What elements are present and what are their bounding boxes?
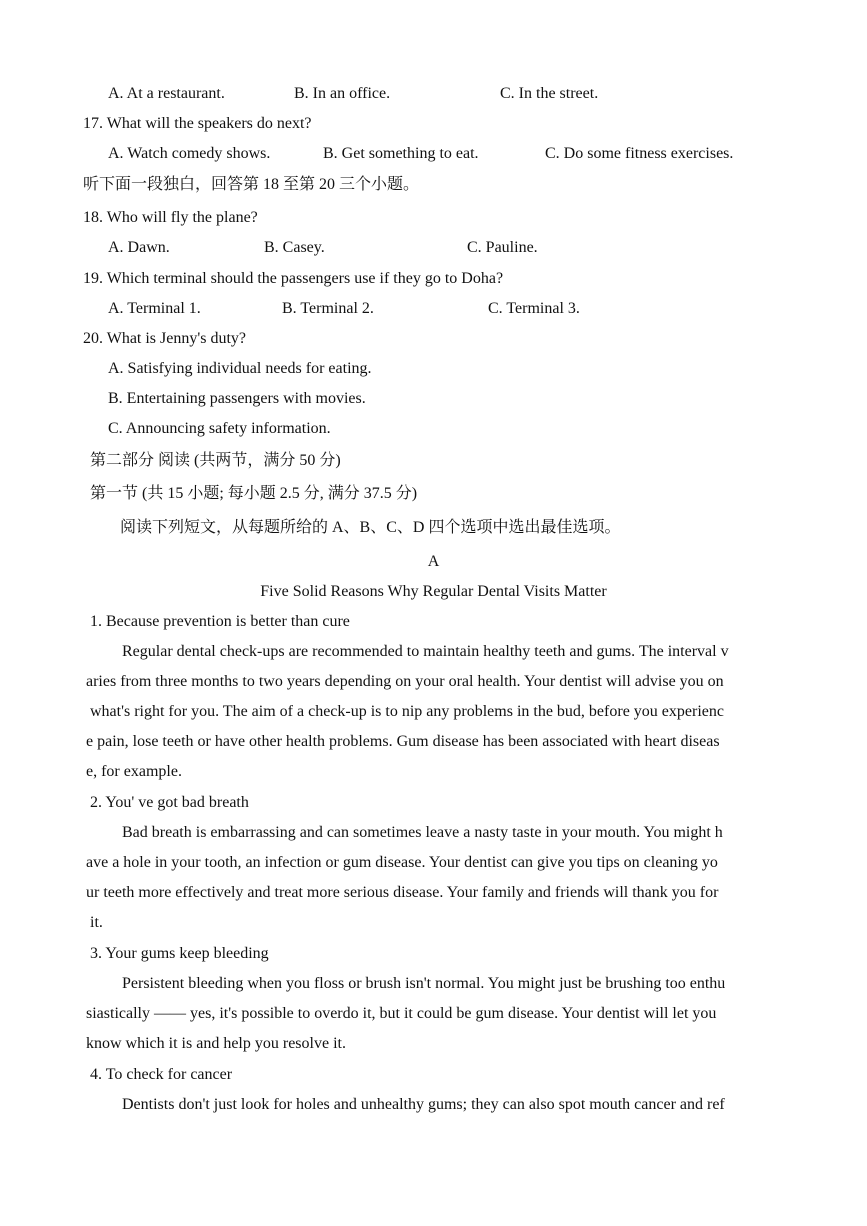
q20-option-b: B. Entertaining passengers with movies.	[108, 390, 366, 407]
reason-3-heading: 3. Your gums keep bleeding	[90, 945, 269, 962]
q18-option-b: B. Casey.	[264, 239, 325, 256]
passage-line: Dentists don't just look for holes and unhealthy gums; they can also spot mouth cancer and ref	[122, 1096, 725, 1113]
q20-option-c: C. Announcing safety information.	[108, 420, 331, 437]
q19-option-b: B. Terminal 2.	[282, 300, 374, 317]
q20-option-a: A. Satisfying individual needs for eating.	[108, 360, 372, 377]
passage-label: A	[427, 553, 440, 570]
passage-line: aries from three months to two years depending on your oral health. Your dentist will advise you on	[86, 673, 724, 690]
passage-line: know which it is and help you resolve it.	[86, 1035, 346, 1052]
passage-line: Regular dental check-ups are recommended to maintain healthy teeth and gums. The interval v	[122, 643, 729, 660]
reason-4-heading: 4. To check for cancer	[90, 1066, 233, 1083]
q19-option-a: A. Terminal 1.	[108, 300, 201, 317]
q16-option-a: A. At a restaurant.	[108, 85, 225, 102]
reason-2-heading: 2. You' ve got bad breath	[90, 794, 249, 811]
part2-heading: 第二部分 阅读 (共两节，满分 50 分)	[90, 452, 341, 469]
passage-line: it.	[90, 914, 103, 931]
passage-line: Persistent bleeding when you floss or brush isn't normal. You might just be brushing too enthu	[122, 975, 726, 992]
q16-option-c: C. In the street.	[500, 85, 599, 102]
passage-line: ur teeth more effectively and treat more serious disease. Your family and friends will thank you for	[86, 884, 719, 901]
reason-1-heading: 1. Because prevention is better than cure	[90, 613, 350, 630]
q18-option-a: A. Dawn.	[108, 239, 170, 256]
passage-line: e, for example.	[86, 763, 182, 780]
q16-option-b: B. In an office.	[294, 85, 391, 102]
q19-option-c: C. Terminal 3.	[488, 300, 580, 317]
q20-question: 20. What is Jenny's duty?	[83, 330, 247, 347]
passage-line: e pain, lose teeth or have other health problems. Gum disease has been associated with heart diseas	[86, 733, 720, 750]
q17-option-c: C. Do some fitness exercises.	[545, 145, 734, 162]
q19-question: 19. Which terminal should the passengers use if they go to Doha?	[83, 270, 504, 287]
section1-heading: 第一节 (共 15 小题; 每小题 2.5 分, 满分 37.5 分)	[90, 485, 418, 502]
q17-option-a: A. Watch comedy shows.	[108, 145, 271, 162]
passage-title: Five Solid Reasons Why Regular Dental Visits Matter	[260, 583, 607, 600]
q18-question: 18. Who will fly the plane?	[83, 209, 258, 226]
reading-instruction: 阅读下列短文，从每题所给的 A、B、C、D 四个选项中选出最佳选项。	[120, 519, 621, 536]
monologue-instruction: 听下面一段独白，回答第 18 至第 20 三个小题。	[83, 176, 420, 193]
passage-line: siastically —— yes, it's possible to overdo it, but it could be gum disease. Your dentist will let you	[86, 1005, 717, 1022]
passage-line: Bad breath is embarrassing and can sometimes leave a nasty taste in your mouth. You might h	[122, 824, 723, 841]
passage-line: what's right for you. The aim of a check-up is to nip any problems in the bud, before you experienc	[90, 703, 724, 720]
q17-option-b: B. Get something to eat.	[323, 145, 479, 162]
q18-option-c: C. Pauline.	[467, 239, 538, 256]
q17-question: 17. What will the speakers do next?	[83, 115, 312, 132]
passage-line: ave a hole in your tooth, an infection or gum disease. Your dentist can give you tips on cleaning yo	[86, 854, 718, 871]
